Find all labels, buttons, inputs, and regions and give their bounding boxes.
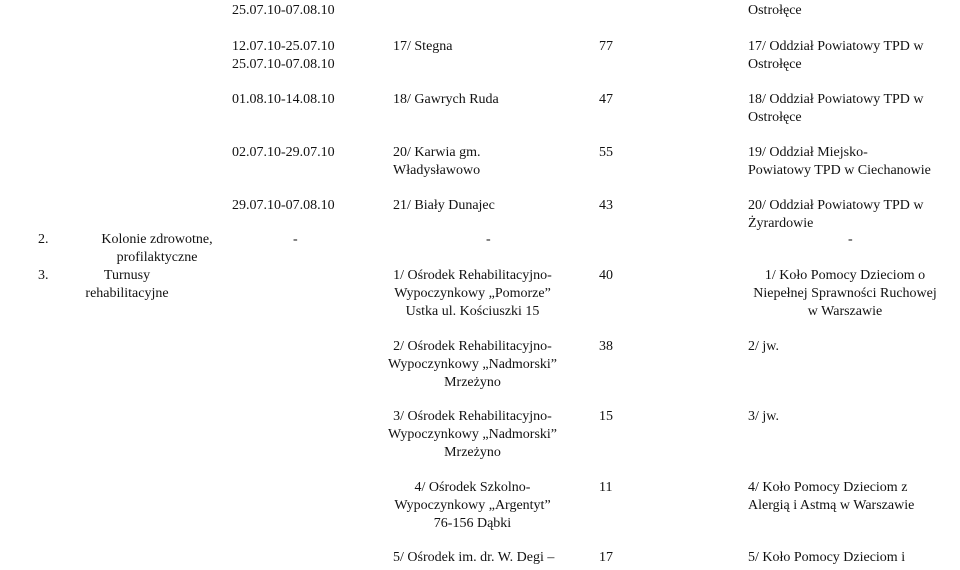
date-cell: 29.07.10-07.08.10 (232, 198, 335, 213)
count-cell: 17 (599, 550, 613, 565)
list-number: 2. (38, 232, 49, 247)
place-cell: 17/ Stegna (393, 39, 453, 54)
organizer-cell: 18/ Oddział Powiatowy TPD w Ostrołęce (748, 92, 924, 125)
place-cell: 21/ Biały Dunajec (393, 198, 495, 213)
count-cell: 47 (599, 92, 613, 107)
count-cell: 40 (599, 268, 613, 283)
count-cell: 43 (599, 198, 613, 213)
organizer-cell: 4/ Koło Pomocy Dzieciom z Alergią i Astmą w Warszawie (748, 480, 915, 513)
organizer-cell: Ostrołęce (748, 3, 802, 18)
list-item-kolonie (38, 231, 49, 249)
empty-dash: - (293, 232, 298, 247)
organizer-cell: 17/ Oddział Powiatowy TPD w Ostrołęce (748, 39, 924, 72)
center-cell: 5/ Ośrodek im. dr. W. Degi – (393, 550, 555, 565)
count-cell: 55 (599, 145, 613, 160)
organizer-cell: 3/ jw. (748, 409, 779, 424)
list-label-kolonie: Kolonie zdrowotne, profilaktyczne (101, 232, 213, 265)
place-cell: 18/ Gawrych Ruda (393, 92, 499, 107)
date-cell: 02.07.10-29.07.10 (232, 145, 335, 160)
organizer-cell: 19/ Oddział Miejsko- Powiatowy TPD w Ciechanowie (748, 145, 931, 178)
count-cell: 77 (599, 39, 613, 54)
empty-dash: - (486, 232, 491, 247)
date-cell: 01.08.10-14.08.10 (232, 92, 335, 107)
center-cell: 4/ Ośrodek Szkolno- Wypoczynkowy „Argentyt” 76-156 Dąbki (394, 480, 551, 531)
count-cell: 15 (599, 409, 613, 424)
count-cell: 11 (599, 480, 613, 495)
organizer-cell: 2/ jw. (748, 339, 779, 354)
center-cell: 1/ Ośrodek Rehabilitacyjno- Wypoczynkowy „Pomorze” Ustka ul. Kościuszki 15 (393, 268, 552, 319)
list-number: 3. (38, 268, 49, 283)
place-cell: 20/ Karwia gm. Władysławowo (393, 145, 481, 178)
count-cell: 38 (599, 339, 613, 354)
organizer-cell: 20/ Oddział Powiatowy TPD w Żyrardowie (748, 198, 924, 231)
empty-dash: - (848, 232, 853, 247)
center-cell: 2/ Ośrodek Rehabilitacyjno- Wypoczynkowy „Nadmorski” Mrzeżyno (387, 339, 558, 390)
date-cell: 25.07.10-07.08.10 (232, 3, 335, 18)
organizer-cell: 5/ Koło Pomocy Dzieciom i (748, 550, 906, 565)
center-cell: 3/ Ośrodek Rehabilitacyjno- Wypoczynkowy „Nadmorski” Mrzeżyno (387, 409, 558, 460)
date-cell: 12.07.10-25.07.10 25.07.10-07.08.10 (232, 39, 335, 72)
list-label-turnusy: Turnusy rehabilitacyjne (85, 268, 169, 301)
list-item-turnusy (38, 267, 49, 285)
organizer-cell: 1/ Koło Pomocy Dzieciom o Niepełnej Sprawności Ruchowej w Warszawie (753, 268, 937, 319)
